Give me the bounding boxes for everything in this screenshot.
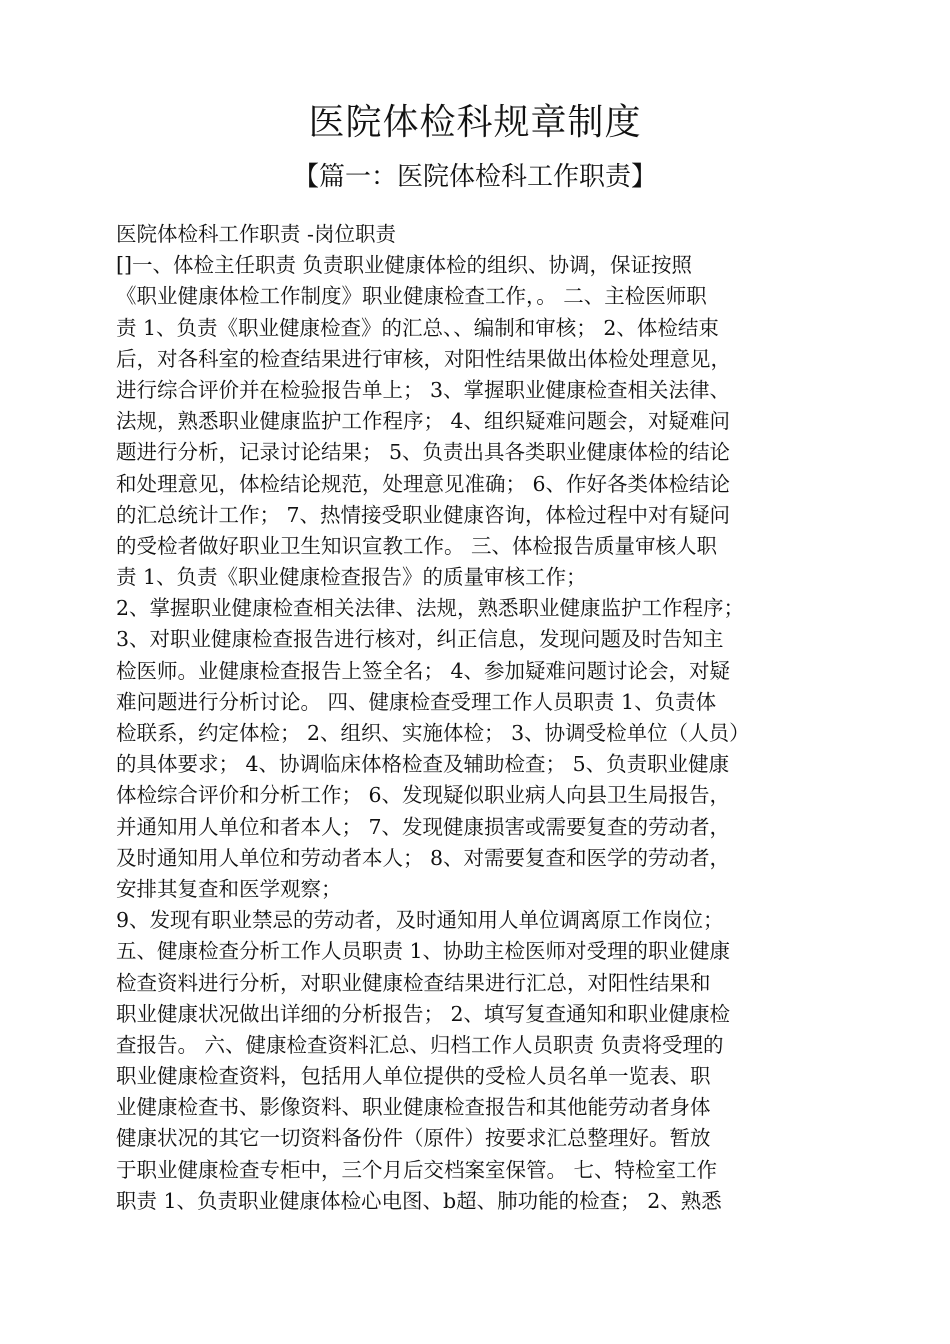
body-line: 职业健康检查资料，包括用人单位提供的受检人员名单一览表、职	[116, 1064, 711, 1089]
body-line: 2、掌握职业健康检查相关法律、法规，熟悉职业健康监护工作程序；	[116, 596, 745, 621]
body-line: 职责 1、负责职业健康体检心电图、b超、肺功能的检查； 2、熟悉	[116, 1188, 722, 1213]
body-line: 进行综合评价并在检验报告单上； 3、掌握职业健康检查相关法律、	[116, 377, 731, 402]
body-line: 题进行分析，记录讨论结果； 5、负责出具各类职业健康体检的结论	[116, 440, 731, 465]
body-line: 3、对职业健康检查报告进行核对，纠正信息，发现问题及时告知主	[116, 627, 724, 652]
body-line: 并通知用人单位和者本人； 7、发现健康损害或需要复查的劳动者，	[116, 814, 731, 839]
body-line: 的受检者做好职业卫生知识宣教工作。 三、体检报告质量审核人职	[116, 533, 718, 558]
body-line: 《职业健康体检工作制度》职业健康检查工作，。 二、主检医师职	[116, 284, 707, 309]
body-line: 9、发现有职业禁忌的劳动者，及时通知用人单位调离原工作岗位；	[116, 908, 724, 933]
body-line: 检查资料进行分析，对职业健康检查结果进行汇总，对阳性结果和	[116, 970, 711, 995]
body-line: 五、健康检查分析工作人员职责 1、协助主检医师对受理的职业健康	[116, 939, 731, 964]
document-title: 医院体检科规章制度	[308, 102, 642, 143]
body-line: 业健康检查书、影像资料、职业健康检查报告和其他能劳动者身体	[116, 1095, 711, 1120]
body-line: 查报告。 六、健康检查资料汇总、归档工作人员职责 负责将受理的	[116, 1032, 724, 1057]
body-line: 安排其复查和医学观察；	[116, 876, 342, 901]
body-line: 的具体要求； 4、协调临床体格检查及辅助检查； 5、负责职业健康	[116, 752, 730, 777]
body-line: 和处理意见，体检结论规范，处理意见准确； 6、作好各类体检结论	[116, 471, 731, 496]
body-line: 医院体检科工作职责 -岗位职责	[116, 222, 396, 246]
document-body	[116, 219, 856, 1217]
body-line: 职业健康状况做出详细的分析报告； 2、填写复查通知和职业健康检	[116, 1001, 731, 1026]
document-subtitle: 【篇一：医院体检科工作职责】	[292, 162, 657, 192]
body-line: 后，对各科室的检查结果进行审核，对阳性结果做出体检处理意见，	[116, 346, 731, 371]
body-line: 体检综合评价和分析工作； 6、发现疑似职业病人向县卫生局报告，	[116, 783, 731, 808]
body-line: 责 1、负责《职业健康检查》的汇总、、编制和审核； 2、体检结束	[116, 315, 719, 340]
body-line: 的汇总统计工作； 7、热情接受职业健康咨询，体检过程中对有疑问	[116, 502, 731, 527]
body-line: []一、体检主任职责 负责职业健康体检的组织、协调，保证按照	[116, 253, 693, 278]
body-line: 检联系，约定体检； 2、组织、实施体检； 3、协调受检单位（人员）	[116, 721, 750, 745]
body-line: 难问题进行分析讨论。 四、健康检查受理工作人员职责 1、负责体	[116, 689, 717, 714]
body-line: 于职业健康检查专柜中，三个月后交档案室保管。 七、特检室工作	[116, 1157, 718, 1182]
body-line: 责 1、负责《职业健康检查报告》的质量审核工作；	[116, 565, 587, 590]
body-line: 健康状况的其它一切资料备份件（原件）按要求汇总整理好。暂放	[116, 1126, 711, 1151]
body-line: 检医师。业健康检查报告上签全名； 4、参加疑难问题讨论会，对疑	[116, 658, 731, 683]
body-line: 及时通知用人单位和劳动者本人； 8、对需要复查和医学的劳动者，	[116, 845, 731, 870]
body-line: 法规，熟悉职业健康监护工作程序； 4、组织疑难问题会，对疑难问	[116, 409, 731, 434]
